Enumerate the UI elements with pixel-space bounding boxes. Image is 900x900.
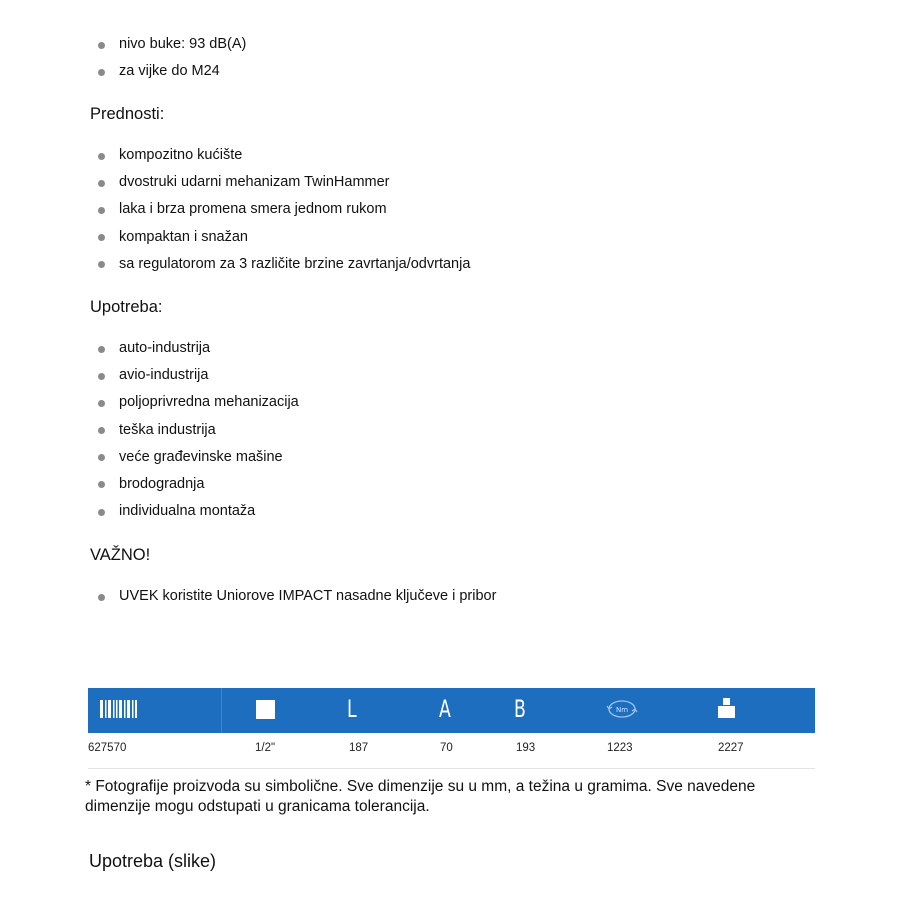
value-a: 70	[440, 742, 453, 754]
list-item: kompaktan i snažan	[95, 224, 470, 251]
list-item: sa regulatorom za 3 različite brzine zavrtanja/odvrtanja	[95, 251, 470, 278]
list-item: individualna montaža	[95, 498, 299, 525]
square-icon	[255, 688, 277, 733]
list-item: auto-industrija	[95, 335, 299, 362]
barcode-icon	[98, 688, 138, 733]
usage-images-title: Upotreba (slike)	[89, 851, 217, 871]
important-title: VAŽNO!	[90, 546, 151, 564]
list-item: laka i brza promena smera jednom rukom	[95, 196, 470, 223]
list-item: veće građevinske mašine	[95, 444, 299, 471]
value-drive: 1/2"	[255, 742, 276, 754]
value-weight: 2227	[718, 742, 744, 754]
important-list	[95, 583, 496, 610]
torque-icon	[605, 688, 639, 733]
list-item: avio-industrija	[95, 362, 299, 389]
header-b: B	[514, 695, 526, 723]
header-a: A	[439, 695, 451, 723]
usage-list	[95, 335, 299, 525]
list-item: dvostruki udarni mehanizam TwinHammer	[95, 169, 470, 196]
features-list	[95, 31, 246, 85]
list-item: UVEK koristite Uniorove IMPACT nasadne ključeve i pribor	[95, 583, 496, 610]
advantages-title: Prednosti:	[90, 105, 165, 123]
usage-title: Upotreba:	[90, 298, 163, 316]
spec-table-header	[88, 688, 815, 733]
value-torque: 1223	[607, 742, 633, 754]
disclaimer-note: * Fotografije proizvoda su simbolične. Sve dimenzije su u mm, a težina u gramima. Sve navedene dimenzije mogu odstupati u granicama tolerancija.	[85, 778, 756, 815]
list-item: poljoprivredna mehanizacija	[95, 389, 299, 416]
spec-table-row	[88, 742, 815, 762]
weight-icon	[716, 688, 738, 733]
list-item: nivo buke: 93 dB(A)	[95, 31, 246, 58]
advantages-list	[95, 142, 470, 278]
svg-text:Nm: Nm	[615, 706, 629, 714]
value-l: 187	[349, 742, 369, 754]
list-item: brodogradnja	[95, 471, 299, 498]
value-b: 193	[516, 742, 536, 754]
table-divider	[88, 768, 815, 769]
value-code: 627570	[88, 742, 127, 754]
list-item: za vijke do M24	[95, 58, 246, 85]
list-item: kompozitno kućište	[95, 142, 470, 169]
header-l: L	[347, 695, 357, 723]
list-item: teška industrija	[95, 417, 299, 444]
